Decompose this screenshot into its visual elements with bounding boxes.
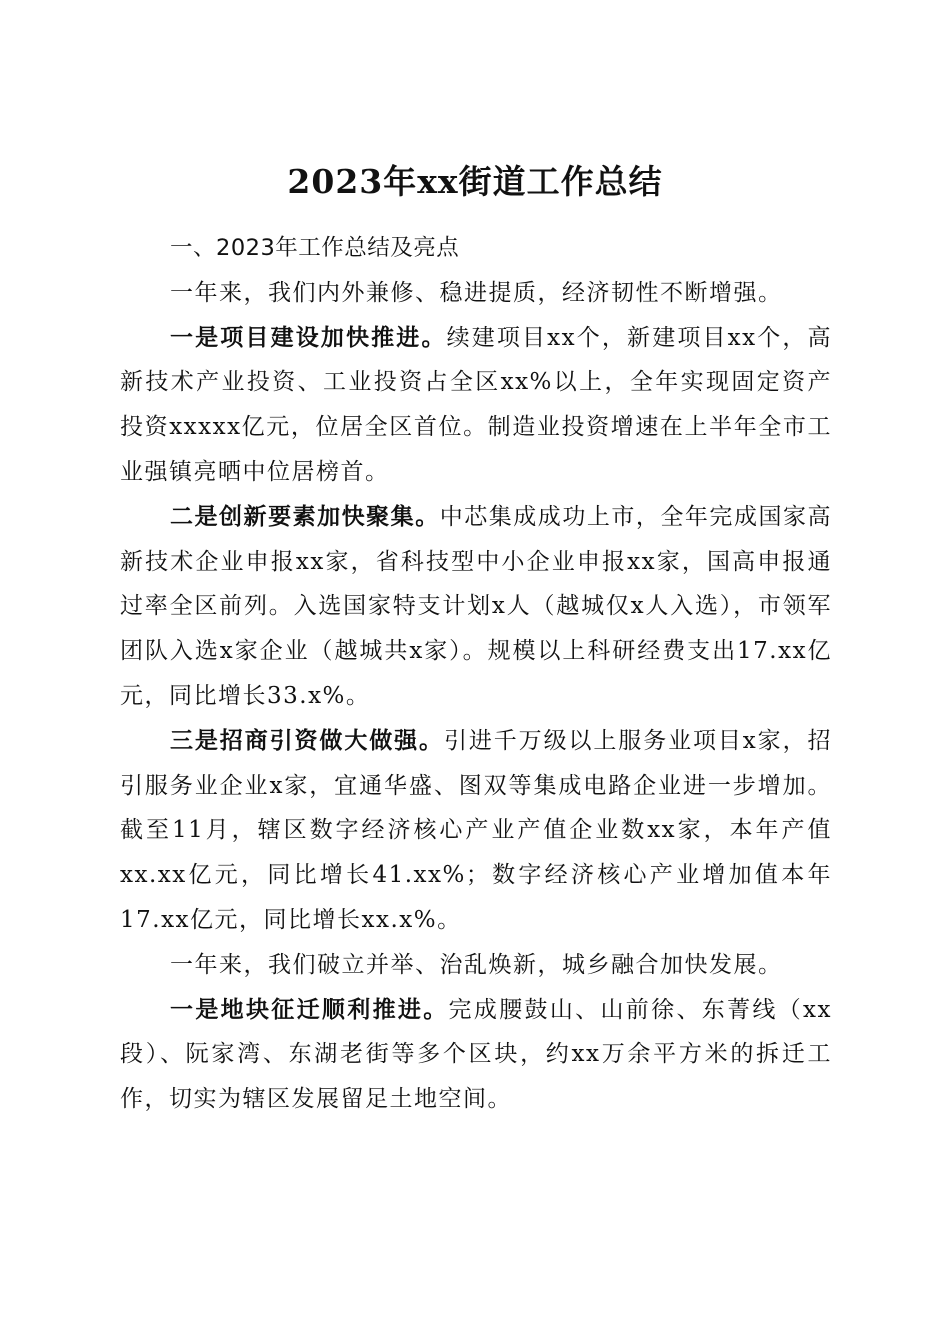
paragraph-text: 一年来，我们破立并举、治乱焕新，城乡融合加快发展。	[170, 951, 783, 978]
paragraph-investment-promotion	[120, 719, 832, 943]
paragraph-text: 一年来，我们内外兼修、稳进提质，经济韧性不断增强。	[170, 279, 783, 306]
document-body	[120, 226, 832, 1122]
paragraph-text: 续建项目xx个，新建项目xx个，高新技术产业投资、工业投资占全区xx%以上，全年实现固定资产投资xxxxx亿元，位居全区首位。制造业投资增速在上半年全市工业强镇亮晒中位居榜首。	[120, 324, 832, 485]
paragraph-lead: 一是地块征迁顺利推进。	[170, 995, 449, 1023]
paragraph-innovation	[120, 495, 832, 719]
paragraph-text: 完成腰鼓山、山前徐、东菁线（xx段）、阮家湾、东湖老街等多个区块，约xx万余平方米的拆迁工作，切实为辖区发展留足土地空间。	[120, 996, 832, 1113]
paragraph-text: 中芯集成成功上市，全年完成国家高新技术企业申报xx家，省科技型中小企业申报xx家，国高申报通过率全区前列。入选国家特支计划x人（越城仅x人入选），市领军团队入选x家企业（越城共x家）。规模以上科研经费支出17.xx亿元，同比增长33.x%。	[120, 503, 833, 709]
paragraph-intro-urban-rural	[120, 943, 832, 988]
paragraph-lead: 一是项目建设加快推进。	[170, 323, 447, 351]
paragraph-text: 引进千万级以上服务业项目x家，招引服务业企业x家，宜通华盛、图双等集成电路企业进一步增加。截至11月，辖区数字经济核心产业产值企业数xx家，本年产值xx.xx亿元，同比增长41.xx%；数字经济核心产业增加值本年17.xx亿元，同比增长xx.x%。	[120, 727, 832, 933]
paragraph-land-acquisition	[120, 988, 832, 1122]
section-heading: 一、2023年工作总结及亮点	[170, 235, 460, 261]
paragraph-intro-economy	[120, 271, 832, 316]
paragraph-lead: 二是创新要素加快聚集。	[170, 502, 440, 530]
paragraph-lead: 三是招商引资做大做强。	[170, 726, 444, 754]
document-title: 2023年xx街道工作总结	[287, 162, 663, 202]
paragraph-project-construction	[120, 316, 832, 495]
